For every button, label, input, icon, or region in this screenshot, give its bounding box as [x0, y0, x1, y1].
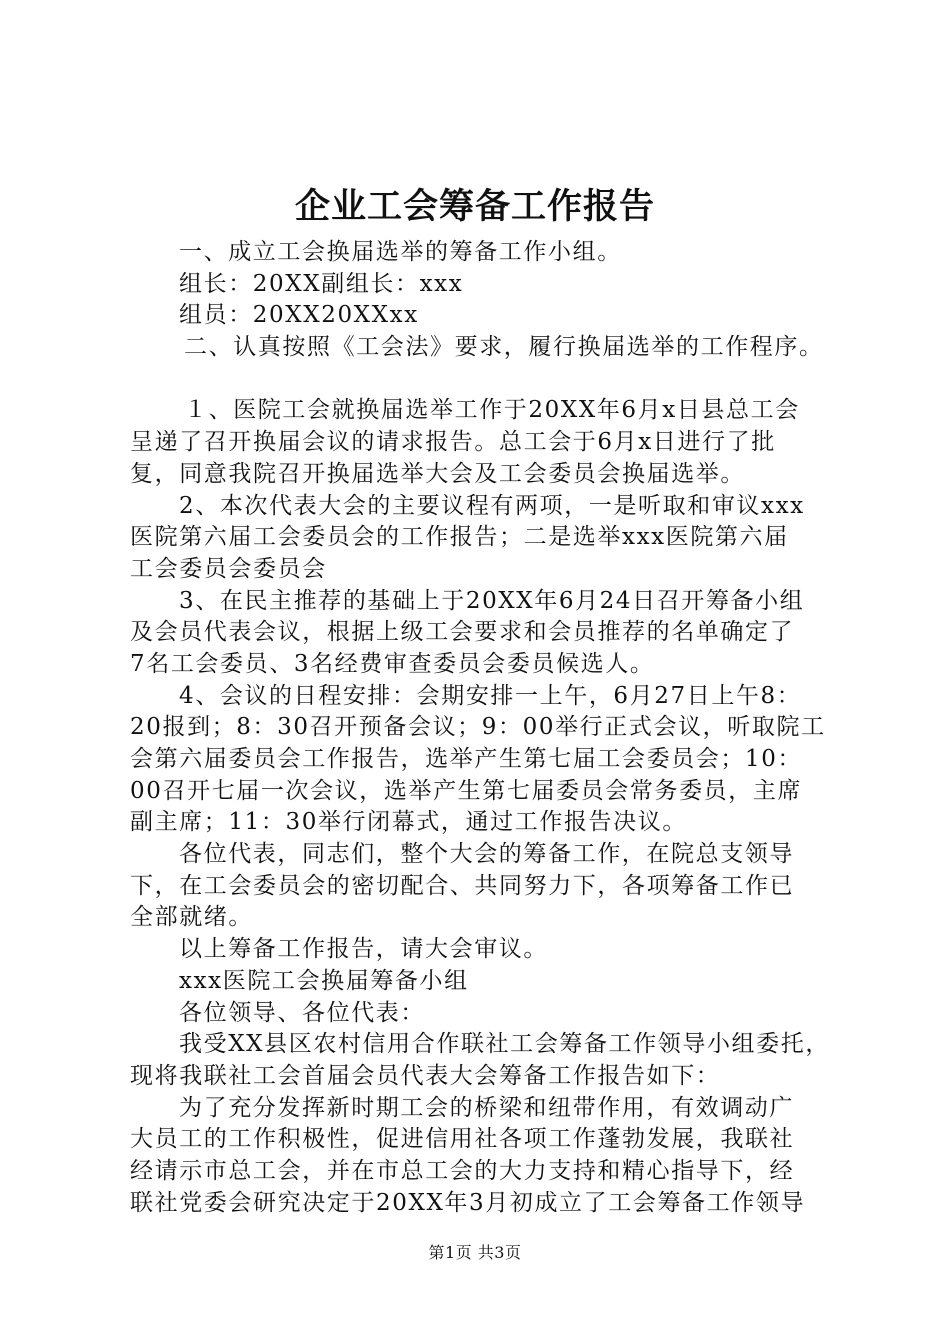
paragraph-line: 3、在民主推荐的基础上于20XX年6月24日召开筹备小组 — [179, 587, 805, 614]
paragraph-line: 20报到；8：30召开预备会议；9：00举行正式会议，听取院工 — [130, 714, 826, 741]
section-heading-2: 二、认真按照《工会法》要求，履行换届选举的工作程序。 — [184, 334, 824, 361]
salutation-line: 各位领导、各位代表： — [179, 999, 425, 1026]
paragraph-line: 以上筹备工作报告，请大会审议。 — [179, 936, 548, 963]
paragraph-line: 经请示市总工会，并在市总工会的大力支持和精心指导下，经 — [130, 1157, 795, 1184]
paragraph-line: 各位代表，同志们，整个大会的筹备工作，在院总支领导 — [179, 841, 794, 868]
paragraph-line: 我受XX县区农村信用合作联社工会筹备工作领导小组委托， — [179, 1031, 830, 1058]
section-heading-1: 一、成立工会换届选举的筹备工作小组。 — [179, 239, 622, 265]
paragraph-line: 复，同意我院召开换届选举大会及工会委员会换届选举。 — [130, 460, 745, 487]
paragraph-line: 全部就绪。 — [130, 904, 253, 931]
document-title: 企业工会筹备工作报告 — [294, 186, 655, 227]
paragraph-line: 4、会议的日程安排：会期安排一上午，6月27日上午8： — [179, 682, 802, 709]
paragraph-line: 现将我联社工会首届会员代表大会筹备工作报告如下： — [130, 1062, 721, 1089]
signature-line: xxx医院工会换届筹备小组 — [179, 967, 469, 994]
paragraph-line: 副主席；11：30举行闭幕式，通过工作报告决议。 — [130, 809, 687, 836]
paragraph-line: 为了充分发挥新时期工会的桥梁和纽带作用，有效调动广 — [179, 1094, 794, 1121]
leader-line: 组长：20XX副组长：xxx — [179, 270, 464, 297]
paragraph-line: 00召开七届一次会议，选举产生第七届委员会常务委员，主席 — [130, 777, 803, 804]
paragraph-line: 大员工的工作积极性，促进信用社各项工作蓬勃发展，我联社 — [130, 1126, 795, 1153]
members-line: 组员：20XX20XXxx — [179, 302, 419, 329]
paragraph-line: 工会委员会委员会 — [130, 555, 327, 582]
paragraph-line: １、医院工会就换届选举工作于20XX年6月x日县总工会 — [184, 397, 800, 424]
paragraph-line: 7名工会委员、3名经费审查委员会委员候选人。 — [130, 650, 655, 677]
paragraph-line: 下，在工会委员会的密切配合、共同努力下，各项筹备工作已 — [130, 872, 795, 899]
paragraph-line: 医院第六届工会委员会的工作报告；二是选举xxx医院第六届 — [130, 524, 789, 551]
paragraph-line: 2、本次代表大会的主要议程有两项，一是听取和审议xxx — [179, 492, 805, 519]
paragraph-line: 会第六届委员会工作报告，选举产生第七届工会委员会；10： — [130, 746, 803, 772]
paragraph-line: 呈递了召开换届会议的请求报告。总工会于6月x日进行了批 — [130, 429, 776, 456]
page-footer: 第1页 共3页 — [428, 1243, 522, 1262]
blank-line — [130, 364, 830, 396]
paragraph-line: 及会员代表会议，根据上级工会要求和会员推荐的名单确定了 — [130, 619, 795, 646]
document-body — [130, 237, 830, 1219]
paragraph-line: 联社党委会研究决定于20XX年3月初成立了工会筹备工作领导 — [130, 1189, 806, 1216]
